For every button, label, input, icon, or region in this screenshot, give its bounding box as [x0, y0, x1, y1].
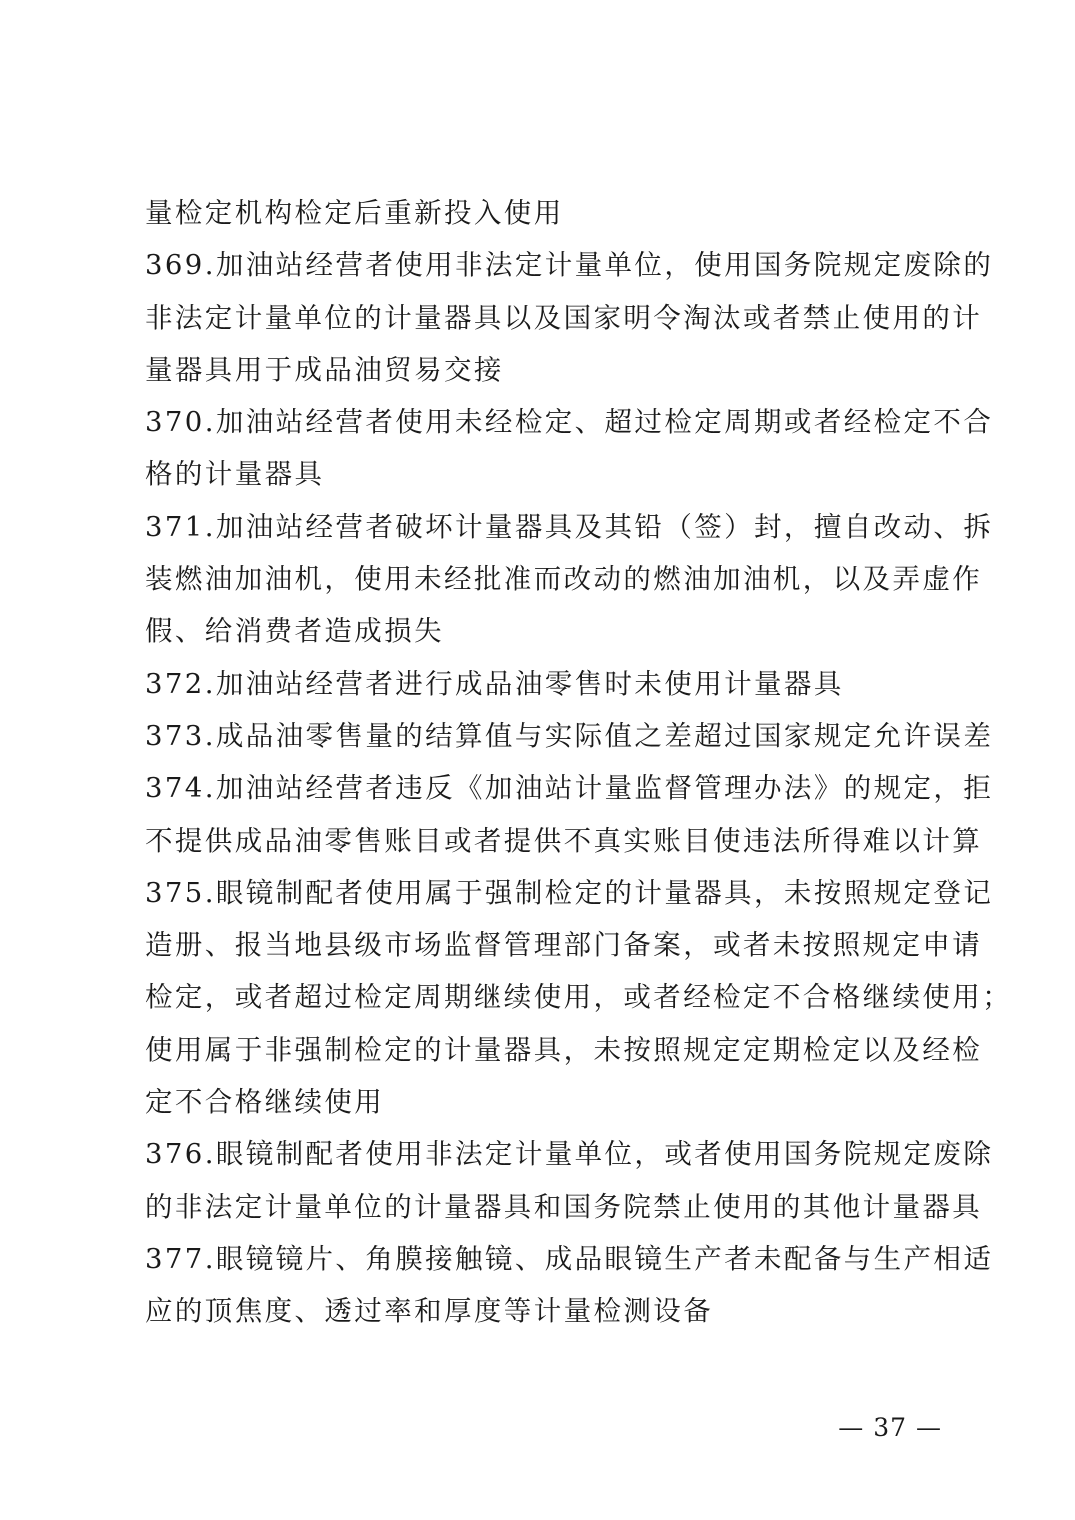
- text-line: 372.加油站经营者进行成品油零售时未使用计量器具: [145, 667, 844, 700]
- text-line: 装燃油加油机，使用未经批准而改动的燃油加油机，以及弄虚作: [145, 563, 983, 596]
- document-body: [145, 187, 1013, 1338]
- text-line: 374.加油站经营者违反《加油站计量监督管理办法》的规定，拒: [145, 772, 994, 805]
- text-line: 检定，或者超过检定周期继续使用，或者经检定不合格继续使用；: [145, 981, 1013, 1014]
- text-line: 370.加油站经营者使用未经检定、超过检定周期或者经检定不合: [145, 406, 994, 439]
- text-line: 格的计量器具: [145, 458, 325, 491]
- page-number: — 37 —: [838, 1413, 942, 1442]
- text-line: 假、给消费者造成损失: [145, 615, 444, 648]
- page-footer: [0, 1408, 1075, 1448]
- text-line: 369.加油站经营者使用非法定计量单位，使用国务院规定废除的: [145, 249, 994, 282]
- text-line: 371.加油站经营者破坏计量器具及其铅（签）封，擅自改动、拆: [145, 510, 994, 543]
- text-line: 不提供成品油零售账目或者提供不真实账目使违法所得难以计算: [145, 824, 983, 857]
- text-line: 373.成品油零售量的结算值与实际值之差超过国家规定允许误差: [145, 719, 994, 752]
- text-line: 使用属于非强制检定的计量器具，未按照规定定期检定以及经检: [145, 1033, 983, 1066]
- text-line: 非法定计量单位的计量器具以及国家明令淘汰或者禁止使用的计: [145, 301, 983, 334]
- text-line: 定不合格继续使用: [145, 1086, 385, 1119]
- text-line: 量器具用于成品油贸易交接: [145, 353, 504, 386]
- text-line: 量检定机构检定后重新投入使用: [145, 197, 564, 229]
- text-line: 应的顶焦度、透过率和厚度等计量检测设备: [145, 1295, 714, 1328]
- text-line: 376.眼镜制配者使用非法定计量单位，或者使用国务院规定废除: [145, 1138, 994, 1171]
- text-line: 造册、报当地县级市场监督管理部门备案，或者未按照规定申请: [145, 929, 983, 962]
- text-line: 377.眼镜镜片、角膜接触镜、成品眼镜生产者未配备与生产相适: [145, 1242, 994, 1275]
- text-line: 的非法定计量单位的计量器具和国务院禁止使用的其他计量器具: [145, 1190, 983, 1223]
- text-line: 375.眼镜制配者使用属于强制检定的计量器具，未按照规定登记: [145, 876, 994, 909]
